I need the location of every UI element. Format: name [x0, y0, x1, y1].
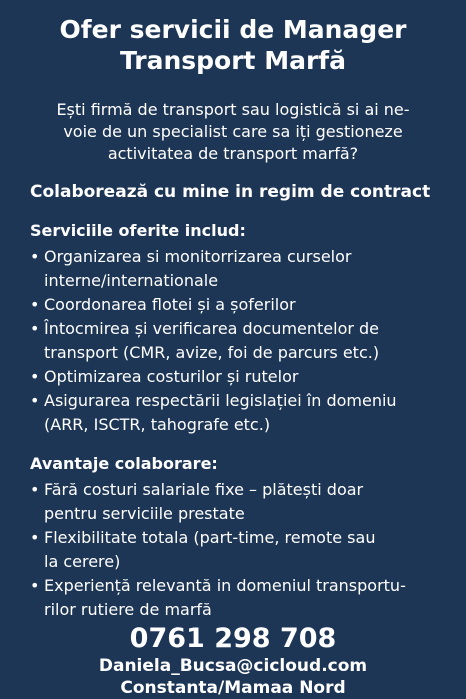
- list-item: [30, 293, 460, 317]
- list-item-text: Organizarea si monitorrizarea curselor: [44, 247, 352, 266]
- phone-number[interactable]: 0761 298 708: [129, 623, 337, 654]
- intro-line-3: activitatea de transport marfă?: [107, 144, 359, 163]
- bullet-icon: •: [30, 367, 40, 386]
- intro-paragraph: [14, 99, 452, 165]
- list-item-text: transport (CMR, avize, foi de parcurs etc.): [44, 343, 380, 362]
- list-item-text: Fără costuri salariale fixe – plătești doar: [44, 480, 364, 499]
- list-item: [30, 526, 460, 574]
- title-line-1: Ofer servicii de Manager: [59, 15, 407, 44]
- bullet-icon: •: [30, 319, 40, 338]
- list-item-text: Experiență relevantă in domeniul transportu-: [44, 576, 406, 595]
- list-item: [30, 574, 460, 622]
- advantages-list: [30, 478, 460, 622]
- list-item-text: Asigurarea respectării legislației în domeniu: [44, 391, 397, 410]
- list-item: [30, 317, 460, 365]
- list-item-text: Întocmirea și verificarea documentelor de: [44, 319, 380, 338]
- bullet-icon: •: [30, 391, 40, 410]
- title-line-2: Transport Marfă: [119, 46, 347, 75]
- list-item-text: Flexibilitate totala (part-time, remote sau: [44, 528, 376, 547]
- bullet-icon: •: [30, 295, 40, 314]
- list-item: [30, 389, 460, 437]
- collaboration-heading: Colaborează cu mine in regim de contract: [30, 182, 431, 202]
- services-heading: Serviciile oferite includ:: [30, 221, 246, 240]
- list-item-text: Coordonarea flotei și a șoferilor: [44, 295, 296, 314]
- bullet-icon: •: [30, 247, 40, 266]
- list-item-text: pentru serviciile prestate: [44, 504, 245, 523]
- bullet-icon: •: [30, 528, 40, 547]
- list-item-text: rilor rutiere de marfă: [44, 600, 212, 619]
- list-item: [30, 365, 460, 389]
- advantages-heading: Avantaje colaborare:: [30, 454, 218, 473]
- list-item-text: (ARR, ISCTR, tahografe etc.): [44, 415, 271, 434]
- intro-line-1: Ești firmă de transport sau logistică si ai ne-: [56, 100, 410, 119]
- list-item-text: interne/internationale: [44, 271, 219, 290]
- services-list: [30, 245, 460, 437]
- list-item-text: la cerere): [44, 552, 121, 571]
- intro-line-2: voie de un specialist care sa iți gestioneze: [63, 122, 403, 141]
- list-item: [30, 245, 460, 293]
- bullet-icon: •: [30, 576, 40, 595]
- page-title: [0, 14, 466, 76]
- email-address[interactable]: Daniela_Bucsa@cicloud.com: [98, 656, 368, 676]
- bullet-icon: •: [30, 480, 40, 499]
- list-item-text: Optimizarea costurilor și rutelor: [44, 367, 299, 386]
- location-text: Constanta/Mamaa Nord: [120, 678, 346, 698]
- list-item: [30, 478, 460, 526]
